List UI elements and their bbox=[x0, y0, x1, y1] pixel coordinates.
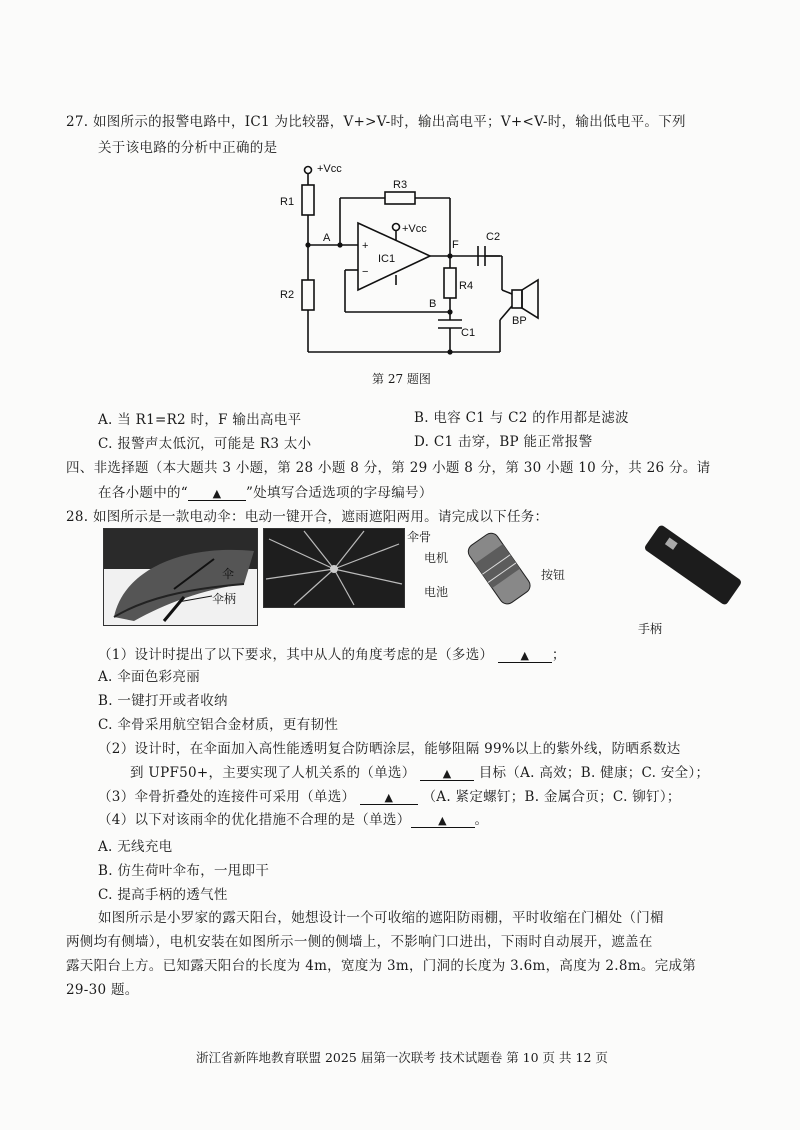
label-vcc-ic: +Vcc bbox=[402, 223, 427, 235]
passage-line2: 两侧均有侧墙），电机安装在如图所示一侧的侧墙上，不影响门口进出，下雨时自动展开，遮盖在 bbox=[66, 934, 653, 950]
q28-sub1-option-a: A. 伞面色彩亮丽 bbox=[98, 669, 201, 685]
q28-sub4-option-b: B. 仿生荷叶伞布，一甩即干 bbox=[98, 863, 270, 879]
q28-sub1: （1）设计时提出了以下要求，其中从人的角度考虑的是（多选） ▲ ； bbox=[98, 647, 566, 663]
answer-blank-sample: ▲ bbox=[188, 487, 246, 501]
answer-blank-4[interactable]: ▲ bbox=[411, 814, 475, 828]
leader-line-handle bbox=[178, 592, 212, 604]
label-umbrella-handle: 伞柄 bbox=[212, 592, 237, 606]
speaker-bp bbox=[512, 290, 522, 308]
label-umbrella-rib: 伞骨 bbox=[407, 530, 432, 544]
passage-line3: 露天阳台上方。已知露天阳台的长度为 4m，宽度为 3m，门洞的长度为 3.6m，高度为 2.8m。完成第 bbox=[66, 958, 697, 974]
resistor-r4 bbox=[444, 268, 456, 298]
q28-intro: 28. 如图所示是一款电动伞：电动一键开合，遮雨遮阳两用。请完成以下任务： bbox=[66, 509, 549, 525]
section4-heading-line2: 在各小题中的“ ▲ ”处填写合适选项的字母编号） bbox=[98, 485, 433, 501]
q28-sub1-option-b: B. 一键打开或者收纳 bbox=[98, 693, 228, 709]
q28-sub2-line1: （2）设计时，在伞面加入高性能透明复合防晒涂层，能够阻隔 99%以上的紫外线，防晒系数达 bbox=[98, 741, 681, 757]
umbrella-photo-2 bbox=[263, 528, 405, 608]
page-footer: 浙江省新阵地教育联盟 2025 届第一次联考 技术试题卷 第 10 页 共 12 页 bbox=[196, 1050, 608, 1065]
answer-blank-3[interactable]: ▲ bbox=[360, 791, 418, 805]
q27-stem-line2: 关于该电路的分析中正确的是 bbox=[98, 140, 278, 156]
q28-sub4-option-a: A. 无线充电 bbox=[98, 839, 173, 855]
q27-stem-line1: 27. 如图所示的报警电路中，IC1 为比较器，V+>V-时，输出高电平；V+<V-时，输出低电平。下列 bbox=[66, 114, 686, 130]
resistor-r3 bbox=[385, 192, 415, 204]
umbrella-photo-1 bbox=[103, 528, 258, 626]
label-r2: R2 bbox=[280, 289, 295, 301]
label-r3: R3 bbox=[393, 179, 408, 191]
label-bp: BP bbox=[512, 315, 527, 327]
q28-sub2-line2: 到 UPF50+，主要实现了人机关系的（单选） ▲ 目标（A. 高效；B. 健康；C. 安全）； bbox=[130, 765, 710, 781]
label-c2: C2 bbox=[486, 231, 501, 243]
label-plus: + bbox=[362, 240, 369, 252]
q27-option-d: D. C1 击穿，BP 能正常报警 bbox=[414, 434, 593, 450]
handle-image bbox=[638, 520, 748, 610]
motor-assembly-image bbox=[460, 528, 540, 608]
q27-figure-caption: 第 27 题图 bbox=[372, 372, 431, 386]
q28-sub1-option-c: C. 伞骨采用航空铝合金材质，更有韧性 bbox=[98, 717, 339, 733]
label-a: A bbox=[323, 232, 331, 244]
label-f: F bbox=[452, 239, 459, 251]
label-motor: 电机 bbox=[424, 551, 449, 565]
label-button: 按钮 bbox=[541, 568, 566, 582]
passage-line4: 29-30 题。 bbox=[66, 982, 139, 998]
passage-line1: 如图所示是小罗家的露天阳台，她想设计一个可收缩的遮阳防雨棚，平时收缩在门楣处（门楣 bbox=[98, 910, 664, 926]
answer-blank-1[interactable]: ▲ bbox=[498, 649, 552, 663]
vcc-terminal-ic bbox=[393, 224, 400, 231]
label-b: B bbox=[429, 298, 437, 310]
label-ic1: IC1 bbox=[378, 253, 396, 265]
resistor-r1 bbox=[302, 185, 314, 215]
q28-sub3: （3）伞骨折叠处的连接件可采用（单选） ▲ （A. 紧定螺钉；B. 金属合页；C. 铆钉）； bbox=[98, 789, 681, 805]
q27-circuit-diagram bbox=[270, 158, 560, 388]
label-rib-partial: 伞 bbox=[222, 567, 235, 581]
q27-option-a: A. 当 R1=R2 时，F 输出高电平 bbox=[98, 412, 302, 428]
q28-sub4-option-c: C. 提高手柄的透气性 bbox=[98, 887, 228, 903]
label-vcc-top: +Vcc bbox=[317, 163, 342, 175]
label-handle: 手柄 bbox=[638, 622, 663, 636]
answer-blank-2[interactable]: ▲ bbox=[420, 767, 474, 781]
q27-option-b: B. 电容 C1 与 C2 的作用都是滤波 bbox=[414, 410, 629, 426]
vcc-terminal-top bbox=[305, 167, 312, 174]
q28-sub4: （4）以下对该雨伞的优化措施不合理的是（单选） ▲ 。 bbox=[98, 812, 489, 828]
section4-heading-line1: 四、非选择题（本大题共 3 小题，第 28 小题 8 分，第 29 小题 8 分，第 30 小题 10 分，共 26 分。请 bbox=[66, 460, 711, 476]
q27-option-c: C. 报警声太低沉，可能是 R3 太小 bbox=[98, 436, 312, 452]
label-c1: C1 bbox=[461, 327, 476, 339]
resistor-r2 bbox=[302, 280, 314, 310]
label-r1: R1 bbox=[280, 196, 295, 208]
label-minus: − bbox=[362, 266, 369, 278]
label-r4: R4 bbox=[459, 280, 474, 292]
label-battery: 电池 bbox=[424, 585, 449, 599]
